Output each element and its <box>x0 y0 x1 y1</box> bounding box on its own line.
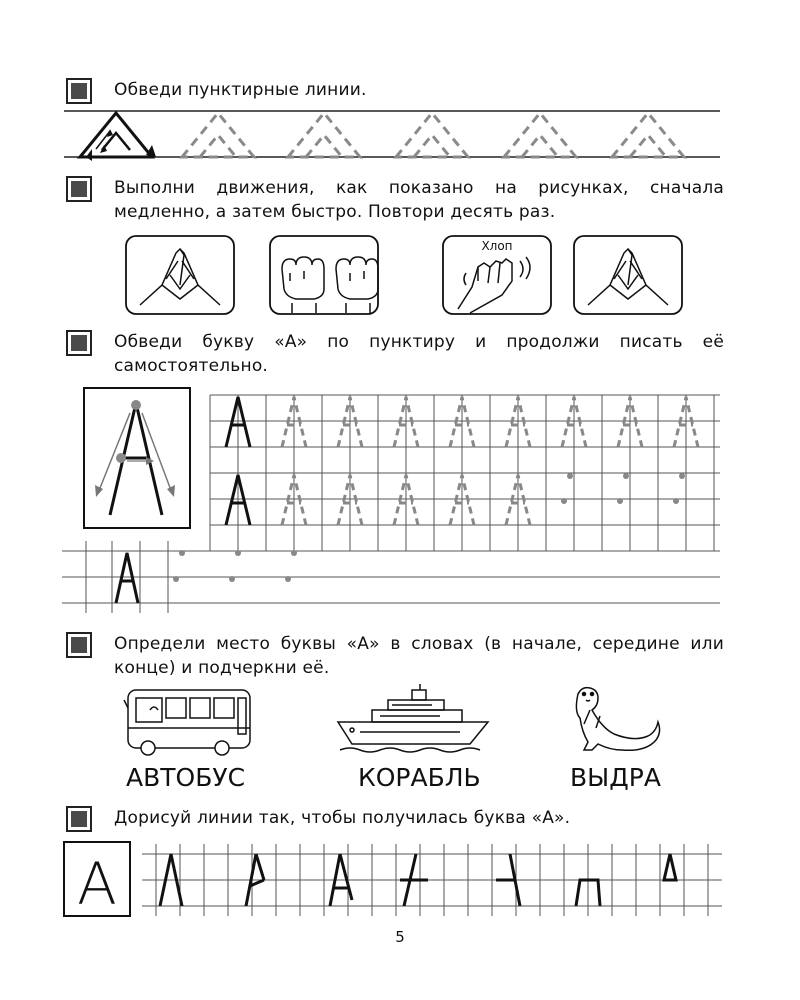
dashed-triangle[interactable] <box>288 113 360 157</box>
task-3 <box>66 330 724 378</box>
word-ship[interactable]: КОРАБЛЬ <box>358 763 481 792</box>
task-checkbox[interactable] <box>66 632 92 658</box>
letter-completion-row <box>0 840 800 930</box>
task-checkbox[interactable] <box>66 330 92 356</box>
dashed-triangle[interactable] <box>182 113 254 157</box>
word-bus[interactable]: АВТОБУС <box>126 763 246 792</box>
exercise-pictures <box>0 233 800 323</box>
sample-letter: А <box>77 850 117 918</box>
task-4 <box>66 632 724 680</box>
dashed-triangle[interactable] <box>612 113 684 157</box>
otter-icon <box>576 688 659 751</box>
bus-icon <box>124 690 250 755</box>
task-checkbox[interactable] <box>66 176 92 202</box>
fists-icon <box>270 236 378 314</box>
partial-letter[interactable] <box>664 854 676 880</box>
task-checkbox[interactable] <box>66 78 92 104</box>
dashed-triangle[interactable] <box>504 113 576 157</box>
clap-hands-icon <box>443 236 551 314</box>
task-4-text: Определи место буквы «А» в словах (в начале, середине или конце) и подчеркни её. <box>114 634 724 678</box>
task-1 <box>66 78 754 104</box>
word-pictures <box>0 680 800 760</box>
task-3-text: Обведи букву «А» по пунктиру и продолжи писать её самостоятельно. <box>114 332 724 376</box>
triangle-hands-icon <box>574 236 682 314</box>
partial-letter[interactable] <box>400 854 428 906</box>
triangle-hands-icon <box>126 236 234 314</box>
page-number: 5 <box>395 928 405 946</box>
word-otter[interactable]: ВЫДРА <box>570 763 661 792</box>
task-2 <box>66 176 724 224</box>
ship-icon <box>338 684 488 752</box>
task-1-text: Обведи пунктирные линии. <box>114 80 367 100</box>
triangle-tracing-row <box>0 105 800 185</box>
sample-triangle <box>80 113 156 161</box>
clap-label: Хлоп <box>481 239 513 253</box>
solid-letter-a <box>116 553 138 603</box>
task-2-text: Выполни движения, как показано на рисунках, сначала медленно, а затем быстро. Повтори десять раз. <box>114 178 724 222</box>
task-checkbox[interactable] <box>66 806 92 832</box>
letter-sample-box <box>84 388 190 528</box>
task-5-text: Дорисуй линии так, чтобы получилась буква «А». <box>114 808 571 828</box>
letter-writing-grid <box>0 385 800 625</box>
dashed-triangle[interactable] <box>396 113 468 157</box>
task-5 <box>66 806 724 832</box>
